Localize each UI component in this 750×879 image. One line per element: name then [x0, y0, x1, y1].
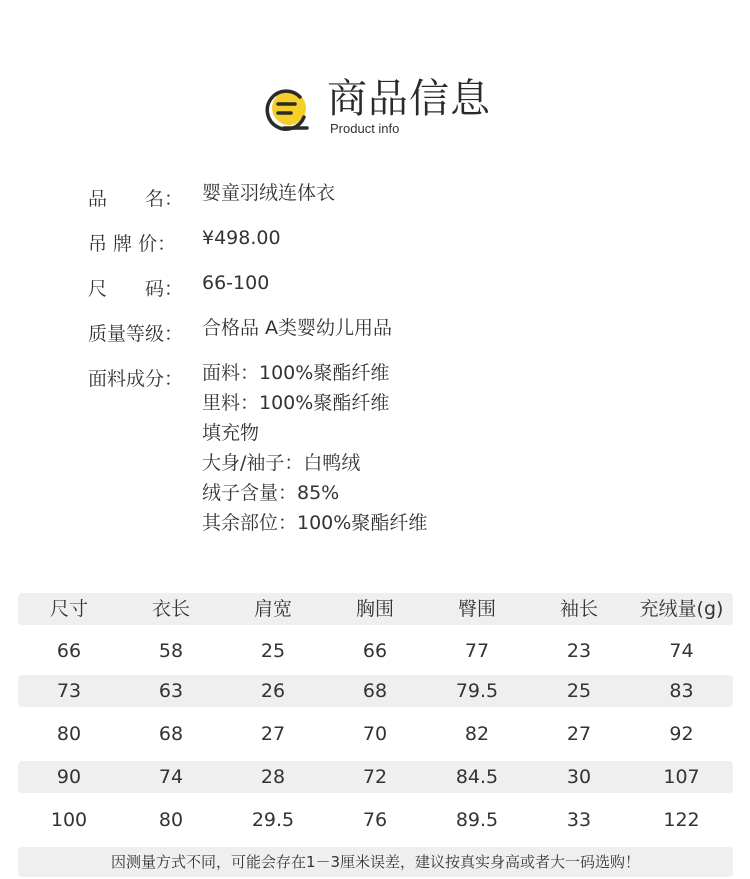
table-cell: 58 [158, 640, 184, 662]
table-cell: 83 [669, 680, 694, 702]
table-header-cell: 尺寸 [49, 598, 88, 620]
measurement-footnote: 因测量方式不同，可能会存在1－3厘米误差，建议按真实身高或者大一码选购！ [18, 847, 733, 877]
table-cell: 27 [260, 723, 286, 745]
table-cell: 23 [566, 640, 592, 662]
table-header-cell: 袖长 [559, 598, 598, 620]
table-cell: 25 [566, 680, 592, 702]
info-label-name: 品 名： [88, 188, 184, 210]
table-row [18, 675, 733, 707]
table-header-row [18, 593, 733, 625]
table-cell: 25 [260, 640, 286, 662]
table-cell: 70 [362, 723, 388, 745]
info-label-price: 吊 牌 价： [88, 233, 177, 255]
page-subtitle: Product info [330, 121, 400, 136]
info-label-grade: 质量等级： [88, 323, 184, 345]
table-cell: 100 [50, 809, 88, 831]
table-cell: 122 [663, 809, 700, 831]
table-cell: 63 [158, 680, 184, 702]
info-value-price: ¥498.00 [202, 227, 281, 249]
table-cell: 90 [56, 766, 82, 788]
table-cell: 92 [669, 723, 694, 745]
material-line: 大身/袖子：白鸭绒 [202, 452, 361, 474]
table-cell: 89.5 [455, 809, 499, 831]
table-row [18, 804, 733, 836]
table-cell: 30 [566, 766, 592, 788]
info-value-name: 婴童羽绒连体衣 [202, 182, 336, 204]
table-header-cell: 充绒量(g) [639, 598, 724, 620]
table-header-cell: 肩宽 [253, 598, 292, 620]
table-cell: 68 [158, 723, 184, 745]
material-line: 绒子含量：85% [202, 482, 340, 504]
material-line: 其余部位：100%聚酯纤维 [202, 512, 428, 534]
table-cell: 27 [566, 723, 592, 745]
table-cell: 77 [464, 640, 490, 662]
page-title: 商品信息 [327, 76, 491, 122]
info-value-grade: 合格品 A类婴幼儿用品 [202, 317, 393, 339]
info-label-size: 尺 码： [88, 278, 184, 300]
material-line: 面料：100%聚酯纤维 [202, 362, 390, 384]
info-value-size: 66-100 [202, 272, 270, 294]
table-cell: 26 [260, 680, 286, 702]
info-value-material [202, 358, 427, 538]
table-cell: 28 [260, 766, 286, 788]
table-cell: 33 [566, 809, 592, 831]
table-cell: 79.5 [455, 680, 499, 702]
material-line: 填充物 [202, 422, 260, 444]
material-line: 里料：100%聚酯纤维 [202, 392, 390, 414]
table-cell: 68 [362, 680, 388, 702]
table-cell: 82 [464, 723, 490, 745]
table-cell: 66 [362, 640, 388, 662]
table-row [18, 761, 733, 793]
table-header-cell: 臀围 [457, 598, 496, 620]
table-cell: 66 [56, 640, 82, 662]
table-cell: 80 [56, 723, 82, 745]
table-cell: 72 [362, 766, 388, 788]
table-header-cell: 胸围 [355, 598, 394, 620]
table-cell: 76 [362, 809, 388, 831]
info-label-material: 面料成分： [88, 368, 184, 390]
table-cell: 73 [56, 680, 82, 702]
table-cell: 74 [158, 766, 184, 788]
table-header-cell: 衣长 [151, 598, 190, 620]
table-cell: 84.5 [455, 766, 499, 788]
table-row [18, 718, 733, 750]
table-cell: 29.5 [251, 809, 295, 831]
document-lines-icon [263, 84, 313, 134]
table-row [18, 635, 733, 667]
table-cell: 80 [158, 809, 184, 831]
table-cell: 107 [663, 766, 700, 788]
table-cell: 74 [669, 640, 694, 662]
